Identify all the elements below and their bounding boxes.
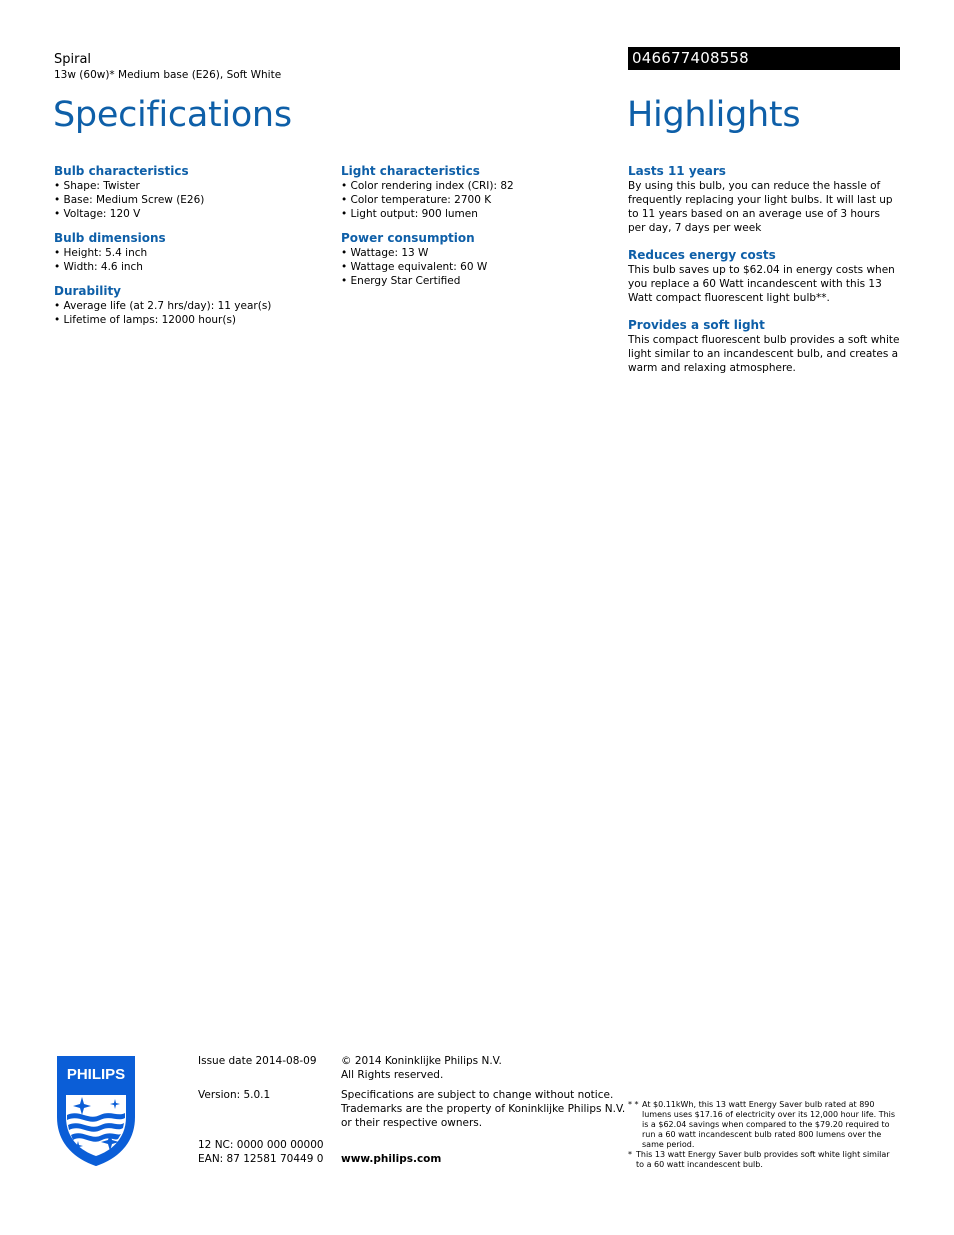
nc-ean-block <box>198 1138 324 1166</box>
spec-section-power-consumption <box>341 231 601 288</box>
nc-number: 12 NC: 0000 000 00000 <box>198 1139 324 1151</box>
spec-section-light-characteristics <box>341 164 601 221</box>
disclaimer-line: Specifications are subject to change without notice. <box>341 1089 614 1101</box>
highlight-body: This bulb saves up to $62.04 in energy costs when you replace a 60 Watt incandescent with this 13 Watt compact fluorescent light bulb**. <box>628 264 895 304</box>
footnote <box>628 1100 900 1150</box>
specifications-title: Specifications <box>53 95 292 135</box>
highlight-lasts-11-years <box>628 164 900 235</box>
highlight-body: This compact fluorescent bulb provides a soft white light similar to an incandescent bulb, and creates a warm and relaxing atmosphere. <box>628 334 900 374</box>
highlight-body: By using this bulb, you can reduce the hassle of frequently replacing your light bulbs. It will last up to 11 years based on an average use of 3 hours per day, 7 days per week <box>628 180 893 234</box>
spec-item: • Base: Medium Screw (E26) <box>54 193 314 207</box>
spec-item: • Voltage: 120 V <box>54 207 314 221</box>
footnote-text: At $0.11kWh, this 13 watt Energy Saver bulb rated at 890 lumens uses $17.16 of electricity over its 12,000 hour life. This is a $62.04 savings when compared to the $79.20 required to run a 60 watt incandescent bulb rated 800 lumens over the same period. <box>642 1100 896 1149</box>
spec-item: • Lifetime of lamps: 12000 hour(s) <box>54 313 314 327</box>
philips-shield-icon <box>54 1055 138 1167</box>
spec-heading: Bulb dimensions <box>54 231 166 245</box>
highlight-soft-light <box>628 318 900 375</box>
highlight-heading: Lasts 11 years <box>628 164 726 178</box>
spec-item: • Width: 4.6 inch <box>54 260 314 274</box>
spec-heading: Power consumption <box>341 231 475 245</box>
highlights-column <box>628 164 900 388</box>
spec-item: • Average life (at 2.7 hrs/day): 11 year(s) <box>54 299 314 313</box>
ean-banner: 046677408558 <box>628 47 900 70</box>
spec-item: • Wattage: 13 W <box>341 246 601 260</box>
spec-item: • Shape: Twister <box>54 179 314 193</box>
spec-item: • Height: 5.4 inch <box>54 246 314 260</box>
highlight-heading: Reduces energy costs <box>628 248 776 262</box>
highlights-title: Highlights <box>627 95 801 135</box>
spec-section-bulb-characteristics <box>54 164 314 221</box>
spec-section-durability <box>54 284 314 327</box>
highlight-reduces-energy-costs <box>628 248 900 305</box>
ean-number: EAN: 87 12581 70449 0 <box>198 1153 324 1165</box>
website-link[interactable]: www.philips.com <box>341 1153 442 1165</box>
footnote-text: This 13 watt Energy Saver bulb provides soft white light similar to a 60 watt incandescent bulb. <box>636 1150 890 1169</box>
version: Version: 5.0.1 <box>198 1089 271 1101</box>
spec-heading: Durability <box>54 284 122 298</box>
spec-column-2 <box>341 164 601 298</box>
highlight-heading: Provides a soft light <box>628 318 765 332</box>
disclaimer-block <box>341 1088 625 1130</box>
spec-item: • Wattage equivalent: 60 W <box>341 260 601 274</box>
spec-item: • Color temperature: 2700 K <box>341 193 601 207</box>
footnote-marker: * <box>628 1150 632 1159</box>
spec-section-bulb-dimensions <box>54 231 314 274</box>
spec-column-1 <box>54 164 314 337</box>
spec-heading: Bulb characteristics <box>54 164 189 178</box>
disclaimer-line: or their respective owners. <box>341 1117 483 1129</box>
spec-heading: Light characteristics <box>341 164 480 178</box>
issue-date: Issue date 2014-08-09 <box>198 1055 317 1067</box>
footnote <box>628 1150 900 1170</box>
spec-item: • Light output: 900 lumen <box>341 207 601 221</box>
philips-logo <box>54 1055 138 1167</box>
spec-item: • Energy Star Certified <box>341 274 601 288</box>
copyright-block <box>341 1054 502 1082</box>
logo-wordmark: PHILIPS <box>66 1066 126 1083</box>
footnote-marker: * * <box>628 1100 639 1109</box>
product-description: 13w (60w)* Medium base (E26), Soft White <box>54 69 282 81</box>
copyright-line: © 2014 Koninklijke Philips N.V. <box>341 1055 502 1067</box>
footnotes <box>628 1100 900 1170</box>
product-name: Spiral <box>54 52 92 67</box>
rights-line: All Rights reserved. <box>341 1069 444 1081</box>
disclaimer-line: Trademarks are the property of Koninklijke Philips N.V. <box>341 1103 626 1115</box>
spec-item: • Color rendering index (CRI): 82 <box>341 179 601 193</box>
